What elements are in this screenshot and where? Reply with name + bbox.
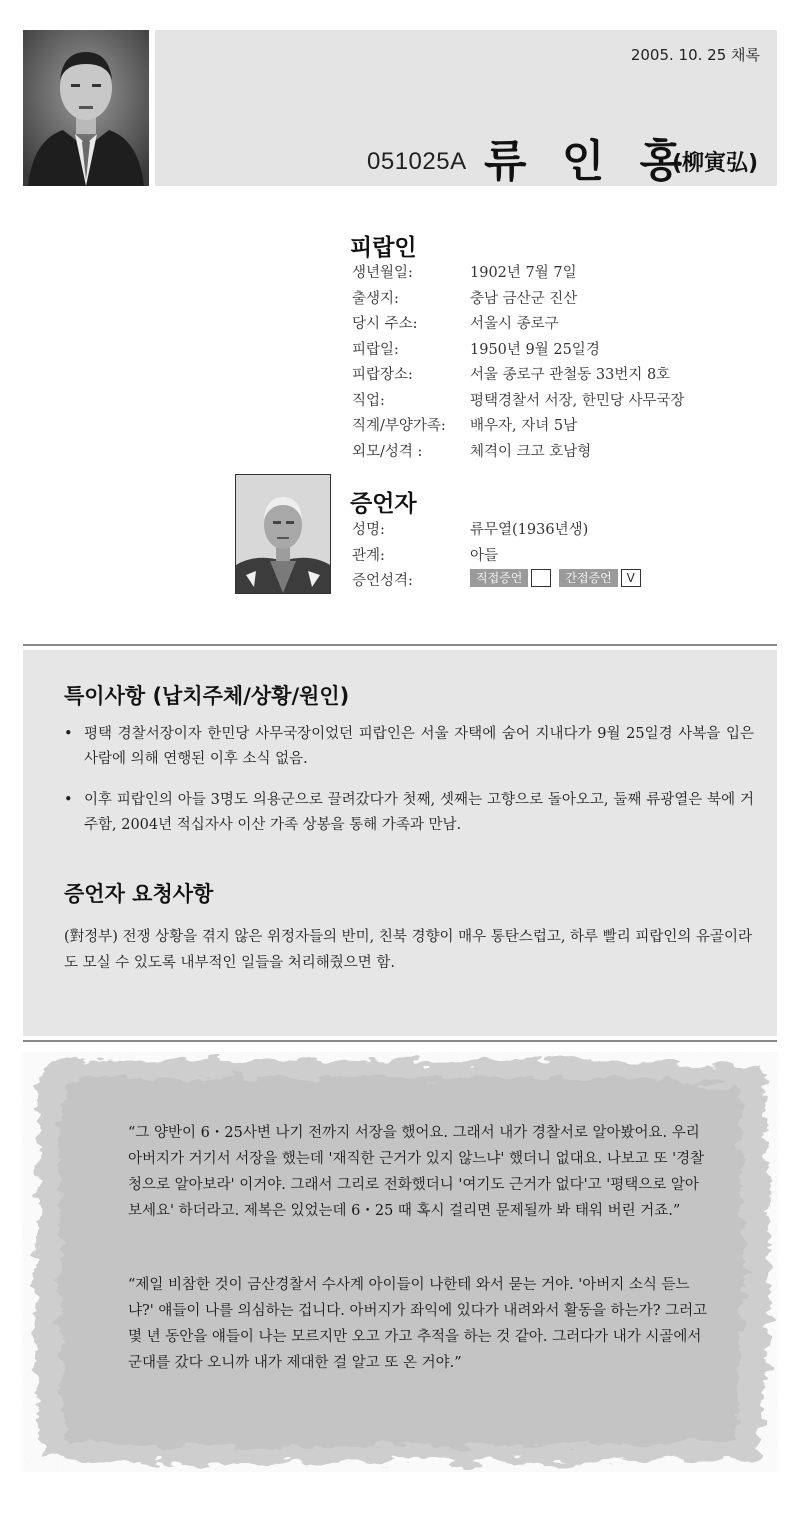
witness-photo xyxy=(235,474,331,594)
indirect-testimony-label: 간접증언 xyxy=(559,569,617,587)
info-value: 류무열(1936년생) xyxy=(470,522,589,538)
witness-section-title: 증언자 xyxy=(350,491,417,517)
bullet-mark: • xyxy=(64,792,73,808)
testimony-type-options xyxy=(470,569,649,595)
testimony-quote: “그 양반이 6・25사변 나기 전까지 서장을 했어요. 그래서 내가 경찰서로 알아봤어요. 우리 아버지가 거기서 서장을 했는데 '재직한 근거가 있지 않느냐' 했더니 없대요. 나보고 또 '경찰청으로 알아보라' 이거야. 그래서 그리로 전화했더니 '여기도 근거가 없다'고 '평택으로 알아보세요' 하더라고. 제복은 있었는데 6・25 때 혹시 걸리면 문제될까 봐 태워 버린 거죠.” xyxy=(128,1125,705,1219)
testimony-background xyxy=(22,1052,778,1472)
witness-info xyxy=(350,485,635,589)
indirect-testimony-checkbox: V xyxy=(621,569,641,587)
info-label: 피랍장소: xyxy=(352,367,413,383)
info-value: 배우자, 자녀 5남 xyxy=(470,418,578,434)
divider xyxy=(23,644,777,646)
testimony-quote: “제일 비참한 것이 금산경찰서 수사계 아이들이 나한테 와서 묻는 거야. '아버지 소식 듣느냐?' 얘들이 나를 의심하는 겁니다. 아버지가 좌익에 있다가 내려와서 활동을 하는가? 그러고 몇 년 동안을 얘들이 나는 모르지만 오고 가고 추적을 하는 것 같아. 그러다가 내가 시골에서 군대를 갔다 오니까 내가 제대한 걸 알고 또 온 거야.” xyxy=(128,1277,708,1371)
info-label: 출생지: xyxy=(352,290,399,307)
info-value: 서울시 종로구 xyxy=(470,316,559,332)
info-value: 평택경찰서 서장, 한민당 사무국장 xyxy=(470,392,685,409)
info-value: 서울 종로구 관철동 33번지 8호 xyxy=(470,367,671,383)
victim-portrait-image xyxy=(23,30,149,186)
info-row-birthplace xyxy=(352,287,772,313)
info-row-address xyxy=(352,312,772,338)
info-row-birthdate xyxy=(352,261,772,287)
info-value: 충남 금산군 진산 xyxy=(470,290,578,307)
victim-section-title: 피랍인 xyxy=(350,235,417,261)
victim-name: 류 인 홍 xyxy=(484,136,693,187)
info-value: 아들 xyxy=(470,547,499,564)
info-row-relation xyxy=(352,544,772,570)
info-row-family xyxy=(352,414,772,440)
note-item xyxy=(64,722,754,772)
info-row-abduction-date xyxy=(352,338,772,364)
direct-testimony-label: 직접증언 xyxy=(470,569,528,587)
note-item xyxy=(64,788,754,838)
info-label: 증언성격: xyxy=(352,573,413,589)
info-value: 1950년 9월 25일경 xyxy=(470,341,600,358)
brush-texture xyxy=(22,1052,778,1472)
witness-info-list xyxy=(352,518,772,595)
request-title: 증언자 요청사항 xyxy=(64,882,214,906)
notes-title: 특이사항 (납치주체/상황/원인) xyxy=(64,684,350,708)
info-row-occupation xyxy=(352,389,772,415)
info-label: 당시 주소: xyxy=(352,316,418,332)
info-row-abduction-place xyxy=(352,363,772,389)
note-text: 평택 경찰서장이자 한민당 사무국장이었던 피랍인은 서울 자택에 숨어 지내다가 9월 25일경 사복을 입은 사람에 의해 연행된 이후 소식 없음. xyxy=(84,726,754,767)
info-label: 직업: xyxy=(352,392,385,409)
info-label: 생년월일: xyxy=(352,265,413,281)
witness-photo-image xyxy=(236,475,330,593)
request-text: (對정부) 전쟁 상황을 겪지 않은 위정자들의 반미, 친북 경향이 매우 통탄스럽고, 하루 빨리 피랍인의 유골이라도 모실 수 있도록 내부적인 일들을 처리해줬으면 함. xyxy=(64,929,752,971)
info-label: 피랍일: xyxy=(352,341,399,358)
note-text: 이후 피랍인의 아들 3명도 의용군으로 끌려갔다가 첫째, 셋째는 고향으로 돌아오고, 둘째 류광열은 북에 거주함, 2004년 적십자사 이산 가족 상봉을 통해 가족과 만남. xyxy=(84,792,754,833)
info-label: 성명: xyxy=(352,522,385,538)
info-row-witness-name xyxy=(352,518,772,544)
record-date: 2005. 10. 25 채록 xyxy=(630,46,760,64)
divider xyxy=(23,1040,777,1042)
victim-info xyxy=(350,229,685,460)
victim-info-list xyxy=(352,261,772,465)
info-label: 관계: xyxy=(352,547,385,564)
case-id: 051025A xyxy=(367,148,467,175)
info-value: 1902년 7월 7일 xyxy=(470,265,577,281)
direct-testimony-checkbox xyxy=(531,569,551,587)
victim-name-hanja: (柳寅弘) xyxy=(672,151,759,176)
info-value: 체격이 크고 호남형 xyxy=(470,443,592,460)
info-label: 외모/성격 : xyxy=(352,443,423,460)
bullet-mark: • xyxy=(64,726,73,742)
info-row-appearance xyxy=(352,440,772,466)
victim-portrait xyxy=(23,30,149,186)
info-label: 직계/부양가족: xyxy=(352,418,446,434)
info-row-testimony-type xyxy=(352,569,772,595)
